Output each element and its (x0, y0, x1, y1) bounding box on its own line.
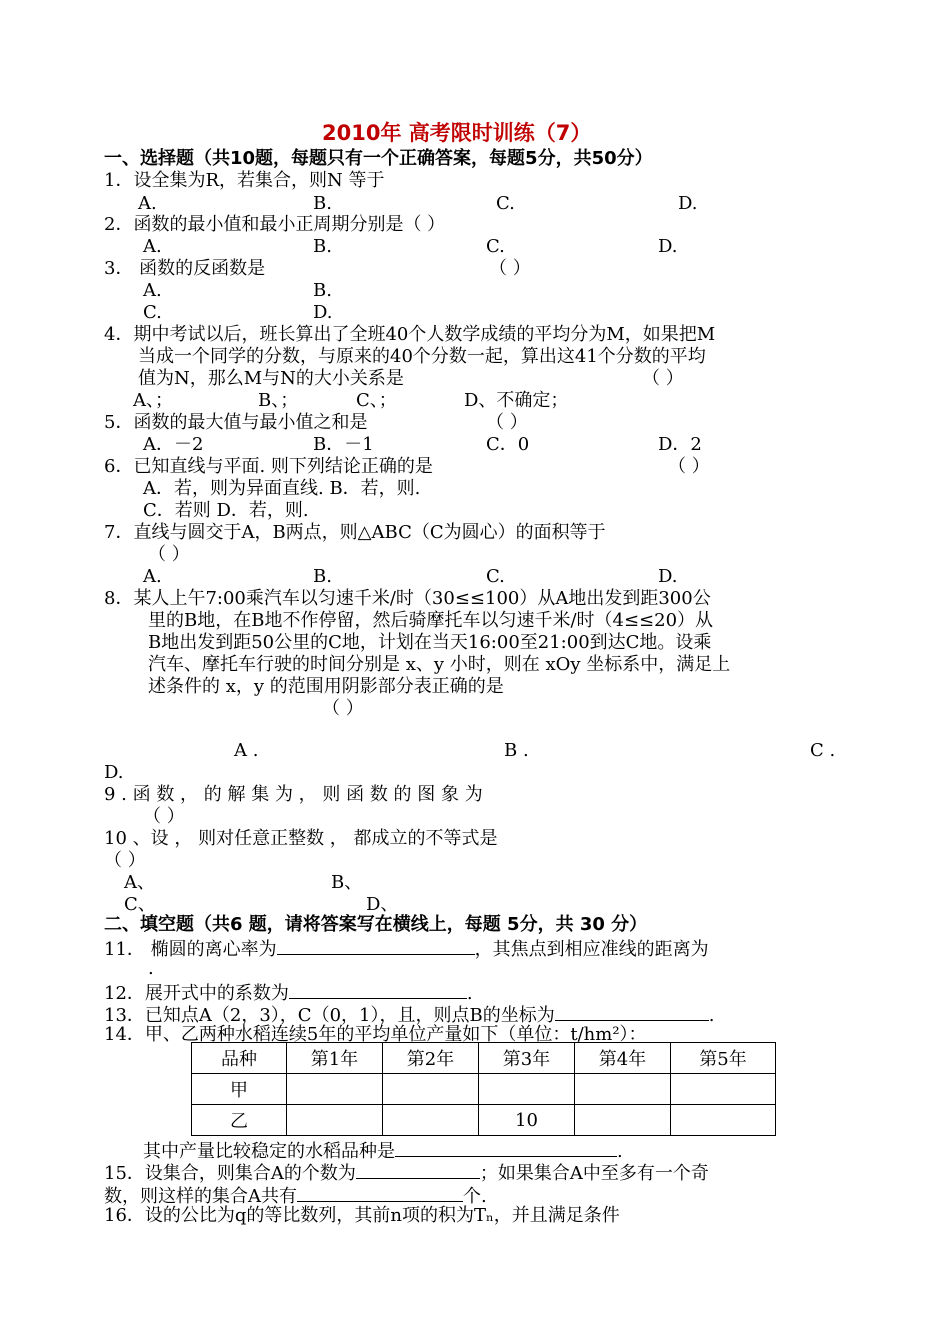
section-heading-fill-blank: 二、填空题（共6 题，请将答案写在横线上，每题 5分，共 30 分） (104, 914, 648, 935)
q15-line2-text: 数，则这样的集合A共有 (104, 1186, 297, 1207)
q15-stem: 15．设集合，则集合A的个数为 (104, 1163, 356, 1184)
question-8-line-1: 8．某人上午7:00乘汽车以匀速千米/时（30≤≤100）从A地出发到距300公 (104, 588, 711, 609)
q11-stem: 11． 椭圆的离心率为 (104, 939, 277, 960)
q8-option-c: C . (810, 740, 836, 761)
q3-answer-paren: （ ） (489, 258, 531, 279)
q4-answer-paren: （ ） (642, 368, 684, 389)
q7-option-a: A. (143, 566, 162, 587)
section-heading-choice: 一、选择题（共10题，每题只有一个正确答案，每题5分，共50分） (104, 148, 653, 169)
table-cell (671, 1074, 776, 1105)
q6-options-cd: C．若则 D．若，则. (143, 500, 309, 521)
q12-answer-blank[interactable] (289, 980, 467, 999)
question-7-stem: 7．直线与圆交于A，B两点，则△ABC（C为圆心）的面积等于 (104, 522, 606, 543)
q4-option-c: C、； (356, 390, 397, 411)
q5-option-a: A．－2 (143, 434, 204, 455)
table-cell: 乙 (192, 1105, 287, 1136)
q1-option-c: C. (496, 193, 515, 214)
q11-answer-blank-1[interactable] (277, 936, 475, 955)
table-cell (383, 1074, 479, 1105)
q12-stem: 12．展开式中的系数为 (104, 983, 289, 1004)
q14-answer-blank[interactable] (395, 1138, 617, 1157)
q5-answer-paren: （ ） (486, 412, 528, 433)
yield-table (191, 1042, 776, 1136)
q4-option-d: D、不确定； (464, 390, 569, 411)
question-8-line-2: 里的B地，在B地不作停留，然后骑摩托车以匀速千米/时（4≤≤20）从 (148, 610, 714, 631)
q10-answer-paren: （ ） (104, 850, 146, 871)
q7-option-d: D. (658, 566, 678, 587)
q10-option-b: B、 (331, 872, 363, 893)
question-16-stem: 16．设的公比为q的等比数列，其前n项的积为Tₙ，并且满足条件 (104, 1205, 620, 1226)
q1-option-d: D. (678, 193, 698, 214)
q7-option-b: B. (313, 566, 332, 587)
question-3-stem: 3． 函数的反函数是 (104, 258, 266, 279)
q5-option-c: C．0 (486, 434, 530, 455)
table-cell (575, 1074, 671, 1105)
q2-option-c: C. (486, 236, 505, 257)
question-8-line-4: 汽车、摩托车行驶的时间分别是 x、y 小时，则在 xOy 坐标系中，满足上 (148, 654, 731, 675)
question-5-stem: 5．函数的最大值与最小值之和是 (104, 412, 368, 433)
q5-option-d: D．2 (658, 434, 702, 455)
q13-answer-blank[interactable] (555, 1002, 709, 1021)
q8-option-d: D. (104, 762, 124, 783)
q3-option-b: B. (313, 280, 332, 301)
q13-stem: 13．已知点A（2，3），C（0，1），且，则点B的坐标为 (104, 1005, 555, 1026)
question-2-stem: 2．函数的最小值和最小正周期分别是（ ） (104, 214, 446, 235)
q15-stem-cont: ；如果集合A中至多有一个奇 (479, 1163, 709, 1184)
question-8-line-3: B地出发到距50公里的C地，计划在当天16:00至21:00到达C地。设乘 (148, 632, 712, 653)
table-cell (383, 1105, 479, 1136)
q11-answer-blank-2[interactable]: . (148, 958, 154, 979)
table-row (192, 1105, 776, 1136)
question-10-stem: 10 、设 ， 则对任意正整数 ， 都成立的不等式是 (104, 828, 498, 849)
table-cell (287, 1074, 383, 1105)
q2-option-a: A. (143, 236, 162, 257)
question-1-stem: 1．设全集为R，若集合，则N 等于 (104, 170, 385, 191)
question-4-line-1: 4．期中考试以后，班长算出了全班40个人数学成绩的平均分为M，如果把M (104, 324, 716, 345)
q3-option-c: C. (143, 302, 162, 323)
table-cell: 甲 (192, 1074, 287, 1105)
q10-option-a: A、 (124, 872, 155, 893)
table-cell: 10 (479, 1105, 575, 1136)
question-4-line-3: 值为N，那么M与N的大小关系是 (138, 368, 404, 389)
question-11-line (104, 936, 709, 961)
question-4-line-2: 当成一个同学的分数，与原来的40个分数一起，算出这41个分数的平均 (138, 346, 706, 367)
table-cell (287, 1105, 383, 1136)
table-header-cell: 第3年 (479, 1043, 575, 1074)
q3-option-a: A. (143, 280, 162, 301)
question-14-stem: 14．甲、乙两种水稻连续5年的平均单位产量如下（单位：t/hm²）： (104, 1024, 647, 1045)
q12-period: . (466, 983, 473, 1004)
q10-option-d: D、 (366, 894, 399, 915)
q6-options-ab: A．若，则为异面直线. B．若，则. (143, 478, 421, 499)
question-6-stem: 6．已知直线与平面. 则下列结论正确的是 (104, 456, 433, 477)
q15-answer-blank-2[interactable] (297, 1183, 463, 1202)
q13-period: . (708, 1005, 715, 1026)
q14-period: . (617, 1141, 623, 1162)
table-cell (671, 1105, 776, 1136)
q11-tail: ，其焦点到相应准线的距离为 (474, 939, 709, 960)
q4-option-a: A、； (133, 390, 173, 411)
q1-option-b: B. (313, 193, 332, 214)
q7-option-c: C. (486, 566, 505, 587)
q15-line2-end: 个. (463, 1186, 487, 1207)
table-cell (575, 1105, 671, 1136)
table-header-cell: 第4年 (575, 1043, 671, 1074)
table-header-row (192, 1043, 776, 1074)
q9-answer-paren: （ ） (143, 806, 185, 827)
table-header-cell: 第2年 (383, 1043, 479, 1074)
q3-option-d: D. (313, 302, 333, 323)
q7-answer-paren: （ ） (148, 544, 190, 565)
q2-option-d: D. (658, 236, 678, 257)
q5-option-b: B．－1 (313, 434, 374, 455)
q8-option-b: B . (504, 740, 529, 761)
table-cell (479, 1074, 575, 1105)
table-header-cell: 第5年 (671, 1043, 776, 1074)
q6-answer-paren: （ ） (668, 456, 710, 477)
q15-answer-blank-1[interactable] (356, 1160, 480, 1179)
q8-answer-paren: （ ） (322, 698, 364, 719)
q8-option-a: A . (234, 740, 259, 761)
question-9-stem: 9 . 函 数 ， 的 解 集 为 ， 则 函 数 的 图 象 为 (104, 784, 483, 805)
table-header-cell: 品种 (192, 1043, 287, 1074)
question-8-line-5: 述条件的 x，y 的范围用阴影部分表正确的是 (148, 676, 504, 697)
q1-option-a: A. (138, 193, 157, 214)
table-row (192, 1074, 776, 1105)
q10-option-c: C、 (124, 894, 156, 915)
q14-after-text: 其中产量比较稳定的水稻品种是 (143, 1141, 395, 1162)
table-header-cell: 第1年 (287, 1043, 383, 1074)
q4-option-b: B、； (258, 390, 299, 411)
q2-option-b: B. (313, 236, 332, 257)
page-title: 2010年 高考限时训练（7） (322, 121, 592, 145)
question-15-line-1 (104, 1160, 709, 1185)
